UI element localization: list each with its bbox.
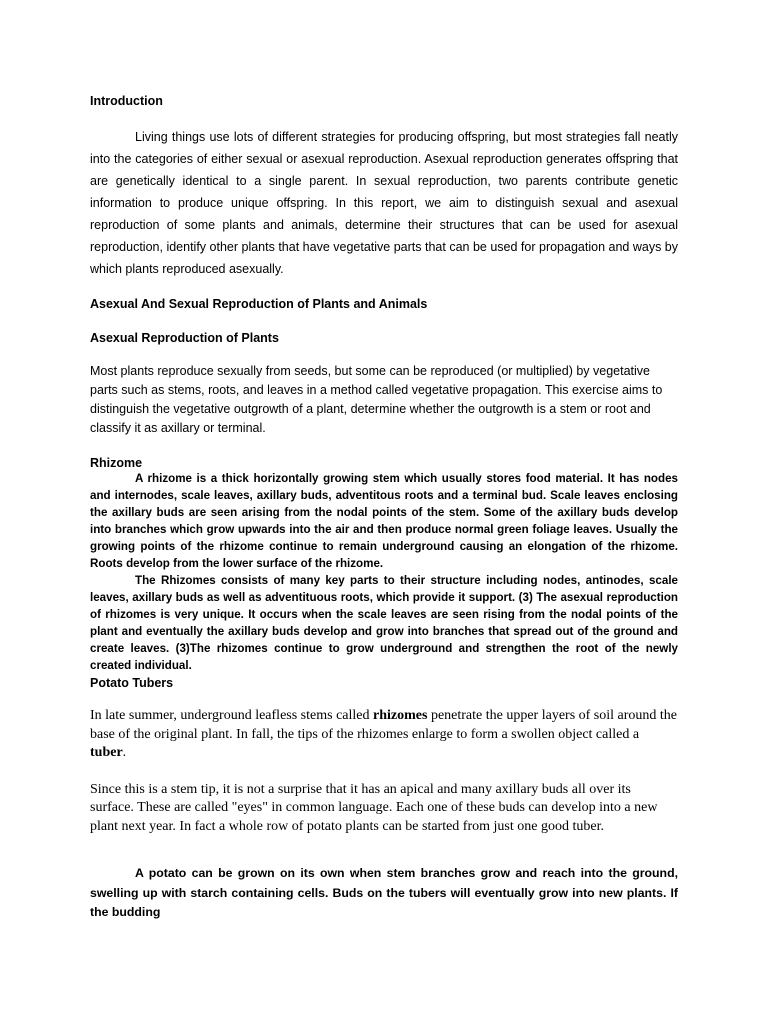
potato-paragraph-1 [90, 707, 678, 763]
asexual-plants-paragraph: Most plants reproduce sexually from seeds, but some can be reproduced (or multiplied) by vegetative parts such as stems, roots, and leaves in a method called vegetative propagation. This exercise aims to distinguish the vegetative outgrowth of a plant, determine whether the outgrowth is a stem or root and classify it as axillary or terminal. [90, 364, 663, 435]
introduction-heading: Introduction [90, 94, 163, 108]
potato-paragraph-2: Since this is a stem tip, it is not a surprise that it has an apical and many axillary buds all over its surface. These are called "eyes" in common language. Each one of these buds can develop into a new plant next year. In fact a whole row of potato plants can be started from just one good tuber. [90, 781, 658, 834]
introduction-paragraph: Living things use lots of different strategies for producing offspring, but most strategies fall neatly into the categories of either sexual or asexual reproduction. Asexual reproduction generates offspring that are genetically identical to a single parent. In sexual reproduction, two parents contribute genetic information to produce unique offspring. In this report, we aim to distinguish sexual and asexual reproduction of some plants and animals, determine their structures that can be used for asexual reproduction, identify other plants that have vegetative parts that can be used for propagation and ways by which plants reproduced asexually. [90, 130, 678, 276]
section-heading: Asexual And Sexual Reproduction of Plants and Animals [90, 297, 428, 311]
asexual-plants-heading: Asexual Reproduction of Plants [90, 331, 279, 345]
rhizome-paragraph-1: A rhizome is a thick horizontally growing stem which usually stores food material. It has nodes and internodes, scale leaves, axillary buds, adventitous roots and a terminal bud. Scale leaves enclosing the axillary buds are seen arising from the nodal points of the stem. Some of the axillary buds develop into branches which grow upwards into the air and then produce normal green foliage leaves. Usually the growing points of the rhizome continue to remain underground causing an elongation of the rhizome. Roots develop from the lower surface of the rhizome. [90, 472, 678, 570]
document-body [90, 94, 678, 923]
rhizome-heading: Rhizome [90, 456, 143, 470]
potato-paragraph-3: A potato can be grown on its own when stem branches grow and reach into the ground, swelling up with starch containing cells. Buds on the tubers will eventually grow into new plants. If the budding [90, 866, 678, 919]
potato-p1-text-3: . [122, 745, 127, 760]
potato-heading: Potato Tubers [90, 676, 174, 690]
potato-p1-text-1: In late summer, underground leafless stems called [90, 708, 373, 723]
rhizome-paragraph-2: The Rhizomes consists of many key parts to their structure including nodes, antinodes, scale leaves, axillary buds as well as adventituous roots, which provide it support. (3) The asexual reproduction of rhizomes is very unique. It occurs when the scale leaves are seen rising from the nodal points of the plant and eventually the axillary buds develop and grow into branches that spread out of the ground and create leaves. (3)The rhizomes continue to grow underground and strengthen the root of the newly created individual. [90, 574, 678, 672]
potato-p1-text-2: penetrate the upper layers of soil around the base of the original plant. In fall, the tips of the rhizomes enlarge to form a swollen object called a [90, 708, 678, 742]
tuber-term: tuber [90, 745, 123, 760]
rhizomes-term: rhizomes [373, 708, 428, 723]
